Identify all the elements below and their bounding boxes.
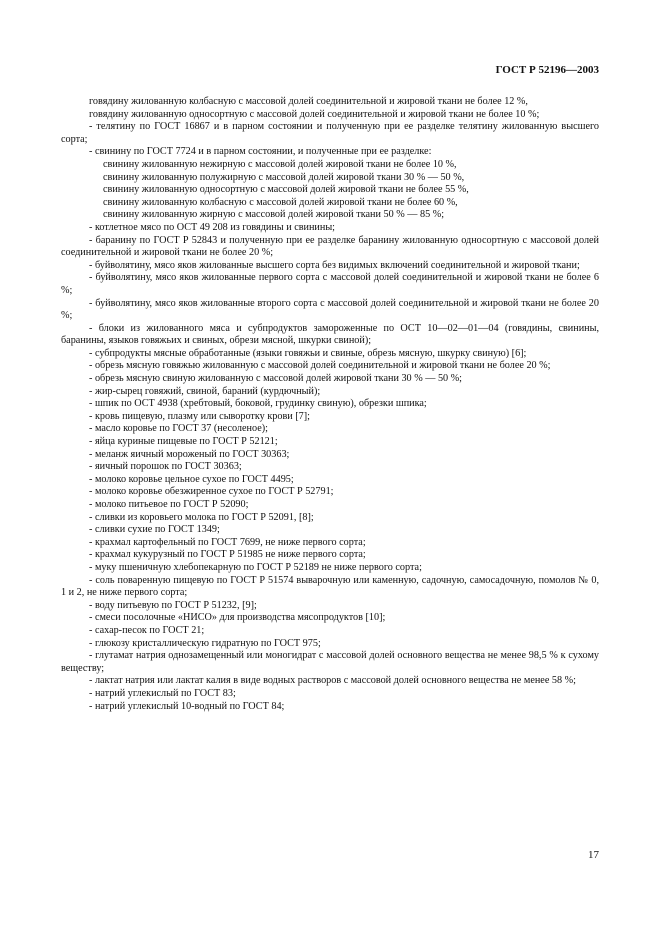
document-code-header: ГОСТ Р 52196—2003: [495, 64, 599, 76]
list-item: - глюкозу кристаллическую гидратную по ГОСТ 975;: [89, 637, 321, 649]
list-item: - субпродукты мясные обработанные (языки говяжьи и свиные, обрезь мясную, шкурку свиную) [6];: [89, 347, 527, 359]
list-item: - меланж яичный мороженый по ГОСТ 30363;: [89, 448, 290, 460]
list-subitem: свинину жилованную жирную с массовой долей жировой ткани 50 % — 85 %;: [103, 209, 445, 221]
list-item: - яичный порошок по ГОСТ 30363;: [89, 461, 242, 473]
list-item: - баранину по ГОСТ Р 52843 и полученную при ее разделке баранину жилованную односортную с массовой долей соединительной и жировой ткани не более 20 %;: [61, 234, 599, 259]
list-item: - телятину по ГОСТ 16867 и в парном состоянии и полученную при ее разделке телятину жилованную высшего сорта;: [61, 121, 599, 145]
list-item: - буйволятину, мясо яков жилованные высшего сорта без видимых включений соединительной и жировой ткани;: [89, 259, 580, 271]
list-item: - лактат натрия или лактат калия в виде водных растворов с массовой долей основного вещества не менее 58 %;: [89, 675, 576, 687]
list-item: - смеси посолочные «НИСО» для производства мясопродуктов [10];: [89, 612, 386, 624]
list-item: - свинину по ГОСТ 7724 и в парном состоянии, и полученные при ее разделке:: [89, 146, 432, 158]
list-item: - буйволятину, мясо яков жилованные первого сорта с массовой долей соединительной и жировой ткани не более 6 %;: [61, 272, 599, 296]
list-item: - обрезь мясную говяжью жилованную с массовой долей соединительной и жировой ткани не более 20 %;: [89, 360, 551, 372]
list-subitem: свинину жилованную односортную с массовой долей жировой ткани не более 55 %,: [103, 184, 469, 196]
body-text: [61, 96, 599, 713]
list-item: - воду питьевую по ГОСТ Р 51232, [9];: [89, 599, 257, 611]
list-item: - натрий углекислый 10-водный по ГОСТ 84;: [89, 700, 285, 712]
list-item: говядину жилованную колбасную с массовой долей соединительной и жировой ткани не более 12 %,: [89, 96, 528, 107]
list-item: - натрий углекислый по ГОСТ 83;: [89, 687, 236, 699]
list-item: - кровь пищевую, плазму или сыворотку крови [7];: [89, 410, 310, 422]
list-item: - шпик по ОСТ 4938 (хребтовый, боковой, грудинку свиную), обрезки шпика;: [89, 398, 427, 410]
list-subitem: свинину жилованную колбасную с массовой долей жировой ткани не более 60 %,: [103, 196, 458, 208]
list-item: - молоко питьевое по ГОСТ Р 52090;: [89, 499, 249, 510]
list-item: - соль поваренную пищевую по ГОСТ Р 51574 выварочную или каменную, садочную, самосадочную, помолов № 0, 1 и 2, не ниже первого сорта;: [61, 574, 599, 599]
list-item: - молоко коровье обезжиренное сухое по ГОСТ Р 52791;: [89, 486, 334, 498]
list-item: - яйца куриные пищевые по ГОСТ Р 52121;: [89, 436, 278, 448]
list-item: - сахар-песок по ГОСТ 21;: [89, 624, 205, 636]
list-item: - крахмал картофельный по ГОСТ 7699, не ниже первого сорта;: [89, 536, 366, 548]
list-item: - молоко коровье цельное сухое по ГОСТ 4495;: [89, 473, 294, 485]
list-item: - жир-сырец говяжий, свиной, бараний (курдючный);: [89, 385, 321, 397]
list-item: - глутамат натрия однозамещенный или моногидрат с массовой долей основного вещества не менее 98,5 % к сухому веществу;: [61, 650, 599, 674]
list-item: - буйволятину, мясо яков жилованные второго сорта с массовой долей соединительной и жировой ткани не более 20 %;: [61, 297, 599, 322]
list-item: - крахмал кукурузный по ГОСТ Р 51985 не ниже первого сорта;: [89, 549, 366, 561]
list-item: - сливки из коровьего молока по ГОСТ Р 52091, [8];: [89, 511, 314, 523]
list-item: говядину жилованную односортную с массовой долей соединительной и жировой ткани не более 10 %;: [89, 108, 540, 120]
list-item: - блоки из жилованного мяса и субпродуктов замороженные по ОСТ 10—02—01—04 (говядины, свинины, баранины, языков говяжьих и свиных, обрези мясной, шкурки свиной);: [61, 322, 599, 347]
list-item: - масло коровье по ГОСТ 37 (несоленое);: [89, 423, 268, 435]
list-subitem: свинину жилованную нежирную с массовой долей жировой ткани не более 10 %,: [103, 158, 457, 170]
list-item: - котлетное мясо по ОСТ 49 208 из говядины и свинины;: [89, 221, 336, 233]
list-item: - муку пшеничную хлебопекарную по ГОСТ Р 52189 не ниже первого сорта;: [89, 561, 422, 573]
list-item: - сливки сухие по ГОСТ 1349;: [89, 524, 220, 536]
page-number: 17: [588, 849, 599, 861]
list-item: - обрезь мясную свиную жилованную с массовой долей жировой ткани 30 % — 50 %;: [89, 373, 463, 385]
list-subitem: свинину жилованную полужирную с массовой долей жировой ткани 30 % — 50 %,: [103, 171, 465, 183]
